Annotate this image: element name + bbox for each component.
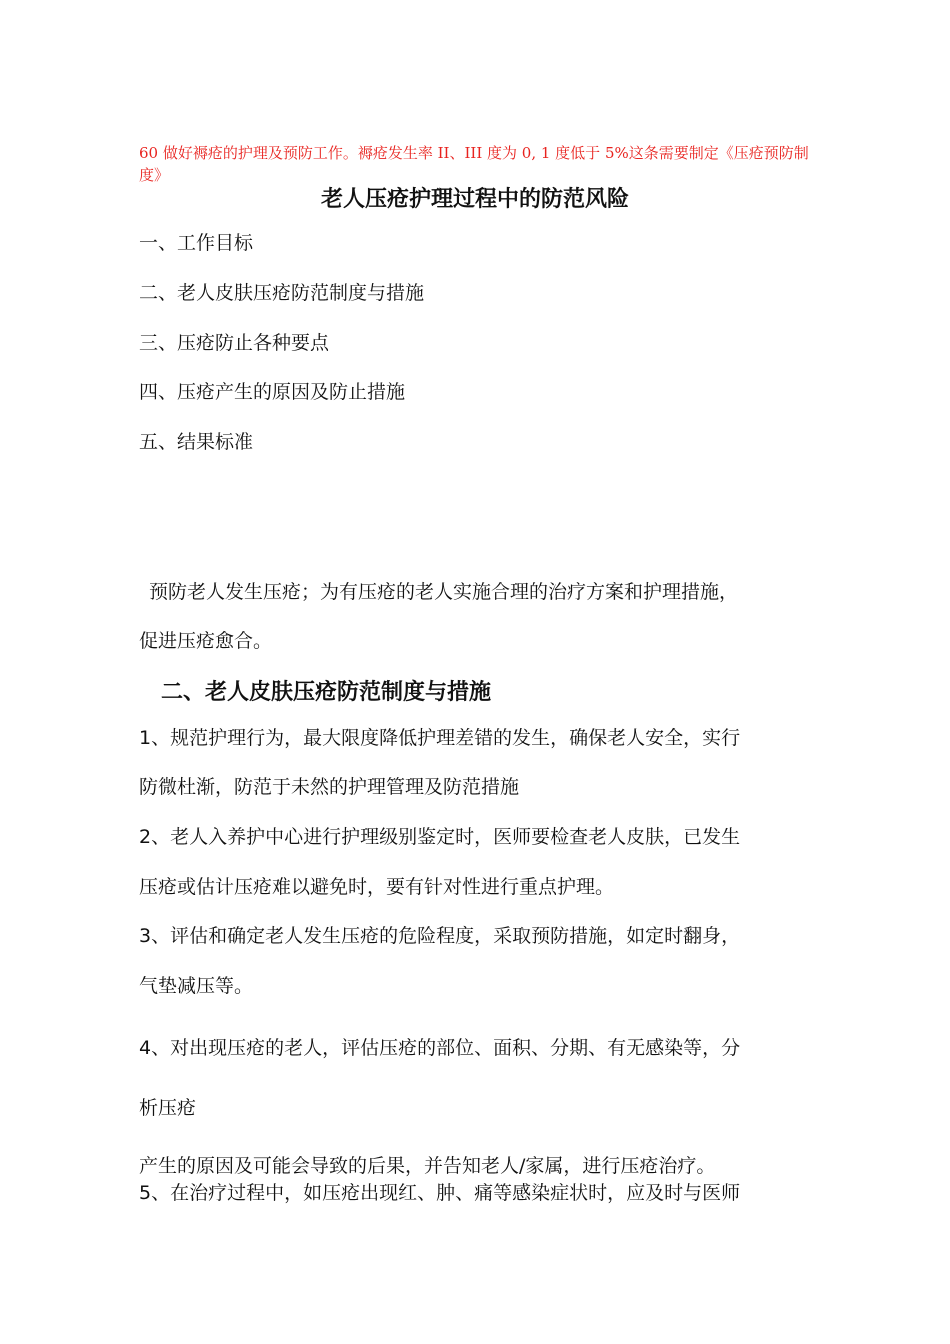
- toc-item: 五、结果标准: [139, 431, 254, 453]
- toc-item: 四、压疮产生的原因及防止措施: [139, 381, 406, 403]
- body-line: 1、规范护理行为，最大限度降低护理差错的发生，确保老人安全，实行: [139, 727, 741, 749]
- body-line: 析压疮: [139, 1097, 197, 1119]
- toc-item: 二、老人皮肤压疮防范制度与措施: [139, 282, 425, 304]
- body-line: 压疮或估计压疮难以避免时，要有针对性进行重点护理。: [139, 876, 615, 898]
- toc-item: 一、工作目标: [139, 232, 254, 254]
- body-line: 4、对出现压疮的老人，评估压疮的部位、面积、分期、有无感染等，分: [139, 1037, 741, 1059]
- body-line: 3、评估和确定老人发生压疮的危险程度，采取预防措施，如定时翻身，: [139, 925, 741, 947]
- red-note: 60 做好褥疮的护理及预防工作。褥疮发生率 II、III 度为 0, 1 度低于 5%这条需要制定《压疮预防制度》: [139, 144, 809, 184]
- toc-item: 三、压疮防止各种要点: [139, 332, 330, 354]
- body-line: 产生的原因及可能会导致的后果，并告知老人/家属，进行压疮治疗。: [139, 1155, 716, 1177]
- body-line: 防微杜渐，防范于未然的护理管理及防范措施: [139, 776, 520, 798]
- goal-text-line: 预防老人发生压疮；为有压疮的老人实施合理的治疗方案和护理措施，: [149, 581, 739, 603]
- body-line: 气垫减压等。: [139, 975, 254, 997]
- goal-text-line: 促进压疮愈合。: [139, 630, 273, 652]
- body-line: 2、老人入养护中心进行护理级别鉴定时，医师要检查老人皮肤，已发生: [139, 826, 741, 848]
- document-title: 老人压疮护理过程中的防范风险: [320, 187, 629, 212]
- body-line: 5、在治疗过程中，如压疮出现红、肿、痛等感染症状时，应及时与医师: [139, 1182, 741, 1204]
- section-heading: 二、老人皮肤压疮防范制度与措施: [161, 680, 492, 705]
